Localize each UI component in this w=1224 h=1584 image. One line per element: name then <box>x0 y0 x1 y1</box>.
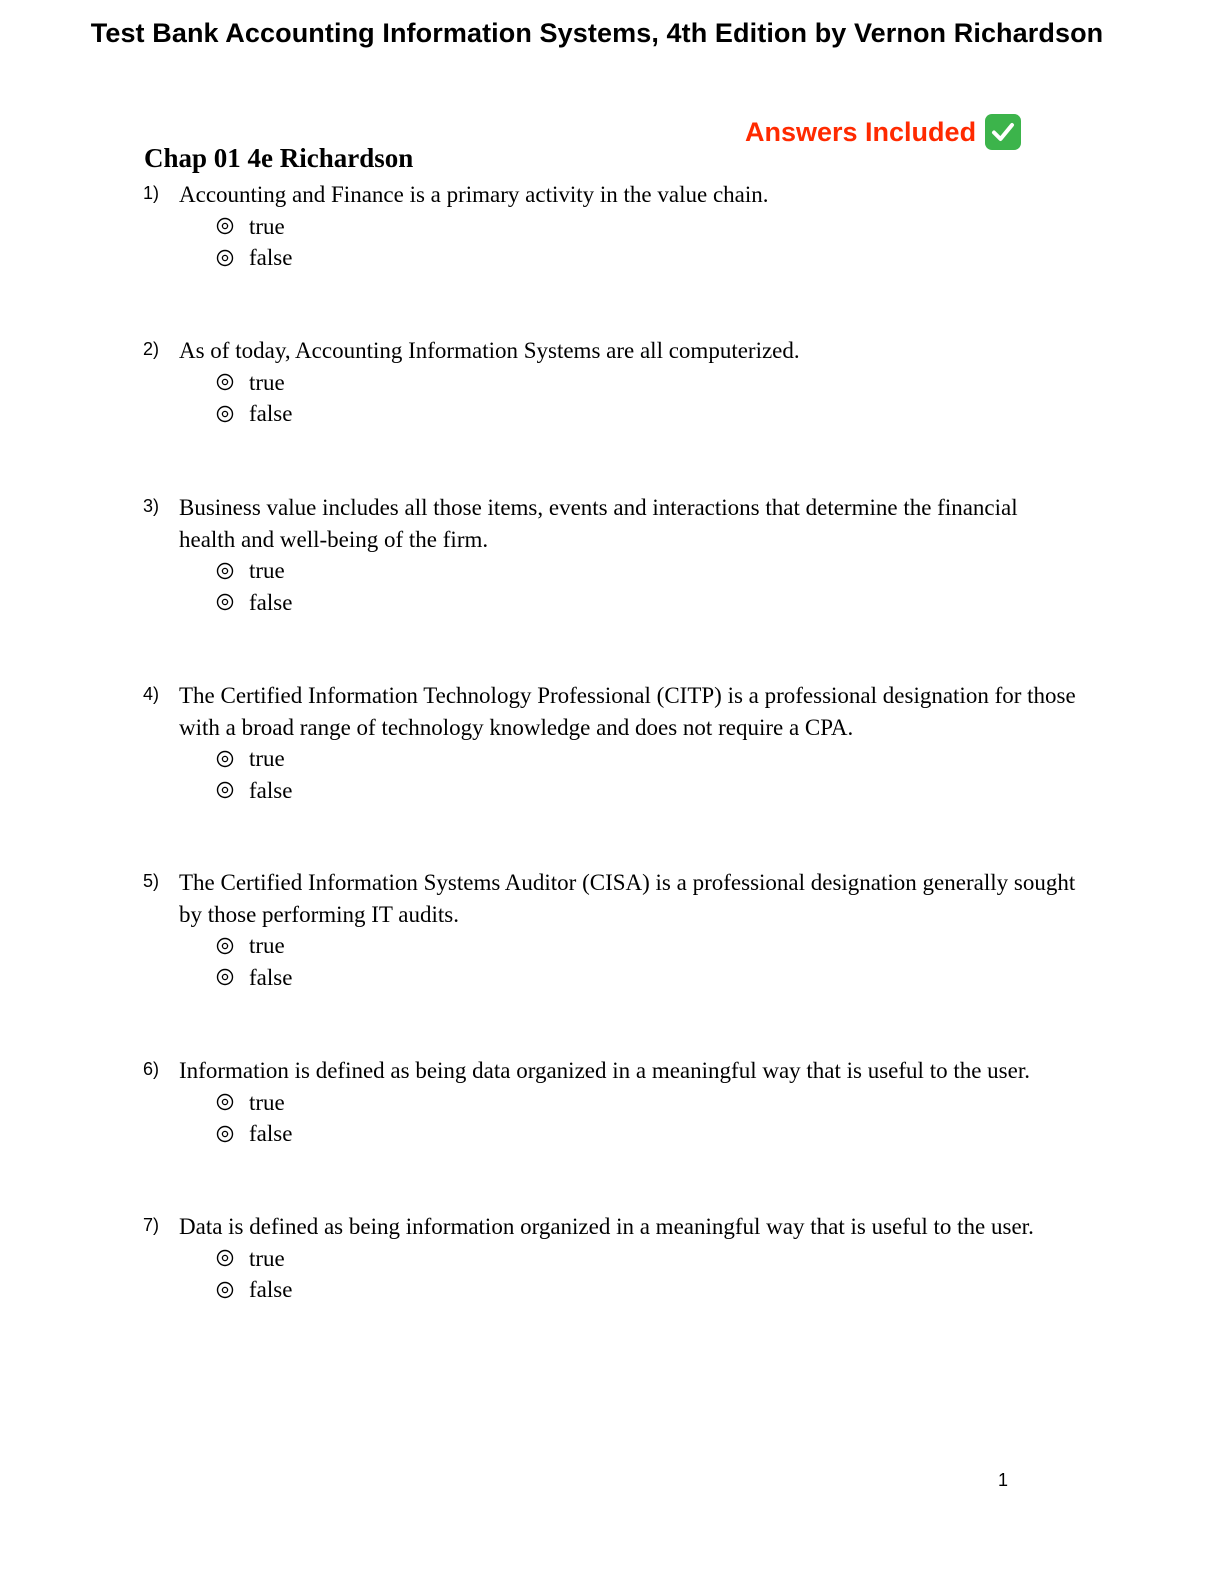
answers-included-badge <box>745 114 1021 150</box>
question-number: 4) <box>143 684 160 704</box>
question-number: 2) <box>143 339 160 359</box>
radio-button-icon[interactable] <box>216 373 234 391</box>
question-7 <box>143 1211 1103 1306</box>
option-true[interactable] <box>216 1243 1103 1275</box>
question-text: Accounting and Finance is a primary activity in the value chain. <box>179 182 769 207</box>
option-true[interactable] <box>216 211 1103 243</box>
answers-included-text: Answers Included <box>745 116 977 147</box>
radio-button-icon[interactable] <box>216 1249 234 1267</box>
option-label: false <box>249 245 293 270</box>
option-label: false <box>249 777 293 803</box>
question-text: Data is defined as being information organized in a meaningful way that is useful to the user. <box>179 1214 1034 1239</box>
radio-button-icon[interactable] <box>216 593 234 611</box>
option-false[interactable] <box>216 775 1103 807</box>
radio-button-icon[interactable] <box>216 1125 234 1143</box>
radio-button-icon[interactable] <box>216 562 234 580</box>
question-2 <box>143 335 1103 430</box>
radio-button-icon[interactable] <box>216 1281 234 1299</box>
question-text: Information is defined as being data organized in a meaningful way that is useful to the user. <box>179 1058 1030 1083</box>
question-number: 7) <box>143 1215 160 1235</box>
question-number: 5) <box>143 871 160 891</box>
page-number: 1 <box>998 1470 1009 1490</box>
option-label: false <box>249 1277 293 1302</box>
option-false[interactable] <box>216 398 1103 430</box>
radio-button-icon[interactable] <box>216 1093 234 1111</box>
question-text: The Certified Information Technology Professional (CITP) is a professional designation for those with a broad range of technology knowledge and does not require a CPA. <box>179 683 1076 740</box>
question-text: Business value includes all those items, events and interactions that determine the financial health and well-being of the firm. <box>179 495 1018 552</box>
option-label: false <box>249 589 293 615</box>
question-1 <box>143 179 1103 274</box>
option-false[interactable] <box>216 242 1103 274</box>
option-label: true <box>249 369 285 395</box>
question-number: 1) <box>143 183 160 203</box>
option-false[interactable] <box>216 587 1103 619</box>
option-true[interactable] <box>216 1087 1103 1119</box>
option-label: true <box>249 213 285 239</box>
radio-button-icon[interactable] <box>216 750 234 768</box>
question-text: As of today, Accounting Information Systems are all computerized. <box>179 338 800 363</box>
option-label: true <box>249 1245 285 1271</box>
chapter-title: Chap 01 4e Richardson <box>144 143 414 173</box>
option-label: false <box>249 964 293 990</box>
radio-button-icon[interactable] <box>216 405 234 423</box>
radio-button-icon[interactable] <box>216 249 234 267</box>
document-title: Test Bank Accounting Information Systems, 4th Edition by Vernon Richardson <box>90 18 1104 48</box>
option-label: true <box>249 558 285 583</box>
option-true[interactable] <box>216 367 1103 399</box>
option-false[interactable] <box>216 1274 1103 1306</box>
radio-button-icon[interactable] <box>216 781 234 799</box>
option-label: false <box>249 401 293 426</box>
radio-button-icon[interactable] <box>216 937 234 955</box>
option-label: true <box>249 933 285 958</box>
question-6 <box>143 1055 1103 1150</box>
question-text: The Certified Information Systems Auditor (CISA) is a professional designation generally sought by those performing IT audits. <box>179 870 1076 927</box>
question-3 <box>143 492 1103 618</box>
option-label: true <box>249 1089 285 1115</box>
option-true[interactable] <box>216 930 1103 962</box>
option-false[interactable] <box>216 1118 1103 1150</box>
option-false[interactable] <box>216 962 1103 994</box>
question-4 <box>143 680 1103 806</box>
option-label: false <box>249 1121 293 1146</box>
option-true[interactable] <box>216 743 1103 775</box>
question-number: 6) <box>143 1059 160 1079</box>
option-label: true <box>249 746 285 771</box>
question-number: 3) <box>143 496 160 516</box>
radio-button-icon[interactable] <box>216 217 234 235</box>
check-mark-button-icon <box>985 114 1021 150</box>
option-true[interactable] <box>216 555 1103 587</box>
radio-button-icon[interactable] <box>216 968 234 986</box>
question-5 <box>143 867 1103 993</box>
